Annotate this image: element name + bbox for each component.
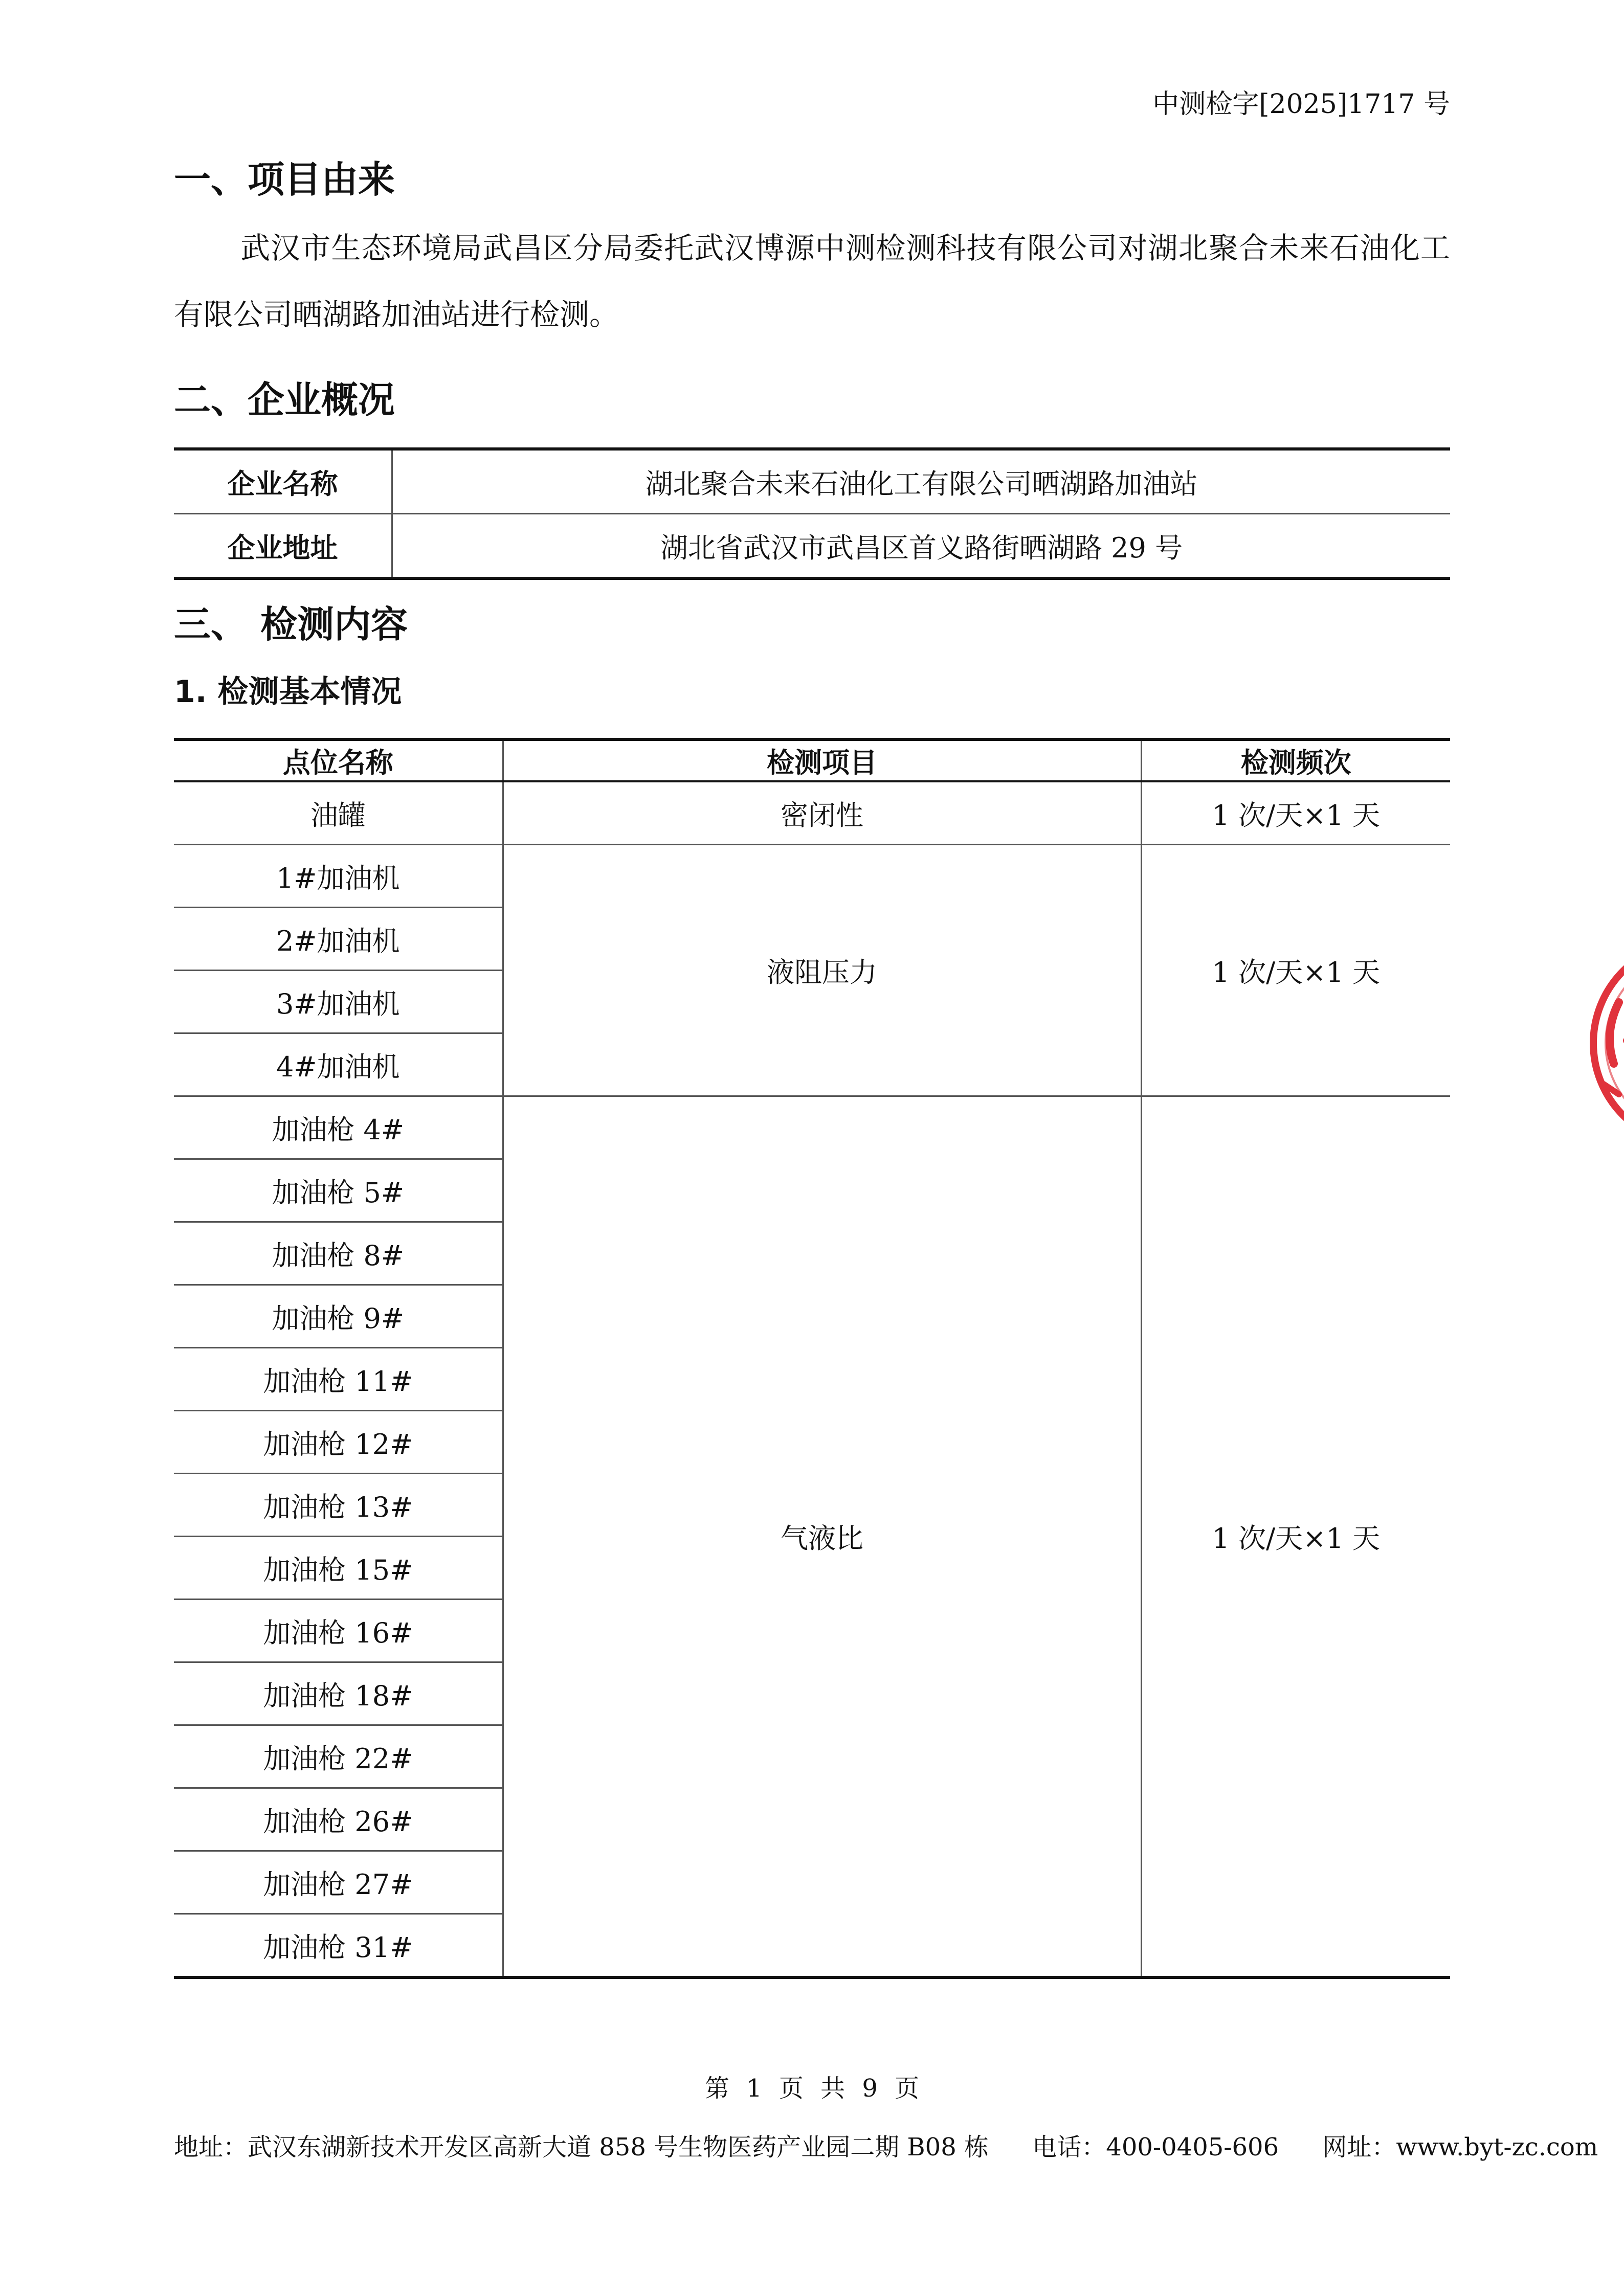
- company-name-value: 湖北聚合未来石油化工有限公司晒湖路加油站: [392, 449, 1451, 514]
- section3-title: 三、 检测内容: [174, 603, 408, 646]
- footer-website: 网址：www.byt-zc.com: [1322, 2133, 1598, 2162]
- company-table: [174, 447, 1450, 580]
- point-name: 加油枪 9#: [174, 1285, 503, 1348]
- test-frequency: 1 次/天×1 天: [1141, 1096, 1450, 1978]
- header-frequency: 检测频次: [1141, 739, 1450, 781]
- point-name: 加油枪 5#: [174, 1159, 503, 1222]
- test-item: 密闭性: [503, 781, 1141, 845]
- company-seal-icon: [1583, 931, 1624, 1156]
- point-name: 加油枪 22#: [174, 1725, 503, 1788]
- point-name: 加油枪 11#: [174, 1348, 503, 1411]
- footer-address: 地址：武汉东湖新技术开发区高新大道 858 号生物医药产业园二期 B08 栋: [174, 2133, 989, 2162]
- table-header-row: [174, 739, 1450, 781]
- page-number: 第 1 页 共 9 页: [704, 2074, 920, 2103]
- point-name: 加油枪 16#: [174, 1600, 503, 1662]
- company-address-value: 湖北省武汉市武昌区首义路街晒湖路 29 号: [660, 531, 1183, 564]
- point-name: 加油枪 8#: [174, 1222, 503, 1285]
- point-name: 4#加油机: [174, 1033, 503, 1096]
- footer-phone: 电话：400-0405-606: [1032, 2133, 1279, 2162]
- table-row: [174, 845, 1450, 908]
- test-frequency: 1 次/天×1 天: [1141, 781, 1450, 845]
- header-point-name: 点位名称: [174, 739, 503, 781]
- header-test-item: 检测项目: [503, 739, 1141, 781]
- company-address-label: 企业地址: [174, 514, 392, 579]
- footer-contact: [174, 2127, 1598, 2163]
- company-name-label: 企业名称: [174, 449, 392, 514]
- point-name: 1#加油机: [174, 845, 503, 908]
- point-name: 加油枪 4#: [174, 1096, 503, 1159]
- report-number: 中测检字[2025]1717 号: [1152, 89, 1450, 120]
- table-row: [174, 514, 1450, 579]
- section1-title: 一、项目由来: [174, 158, 395, 201]
- point-name: 2#加油机: [174, 908, 503, 971]
- point-name: 加油枪 18#: [174, 1662, 503, 1725]
- section1-text: 武汉市生态环境局武昌区分局委托武汉博源中测检测科技有限公司对湖北聚合未来石油化工有限公司晒湖路加油站进行检测。: [174, 231, 1450, 332]
- test-item: 气液比: [503, 1096, 1141, 1978]
- point-name: 加油枪 12#: [174, 1411, 503, 1474]
- point-name: 加油枪 13#: [174, 1474, 503, 1537]
- test-item: 液阻压力: [503, 845, 1141, 1096]
- point-name: 加油枪 31#: [174, 1914, 503, 1978]
- table-row: [174, 781, 1450, 845]
- test-frequency: 1 次/天×1 天: [1141, 845, 1450, 1096]
- point-name: 3#加油机: [174, 971, 503, 1033]
- point-name: 加油枪 26#: [174, 1788, 503, 1851]
- point-name: 加油枪 27#: [174, 1851, 503, 1914]
- detection-table: [174, 738, 1450, 1979]
- table-row: [174, 449, 1450, 514]
- point-name: 加油枪 15#: [174, 1537, 503, 1600]
- section3-subtitle: 1. 检测基本情况: [174, 674, 402, 710]
- section2-title: 二、企业概况: [174, 378, 395, 421]
- point-name: 油罐: [174, 781, 503, 845]
- table-row: [174, 1096, 1450, 1159]
